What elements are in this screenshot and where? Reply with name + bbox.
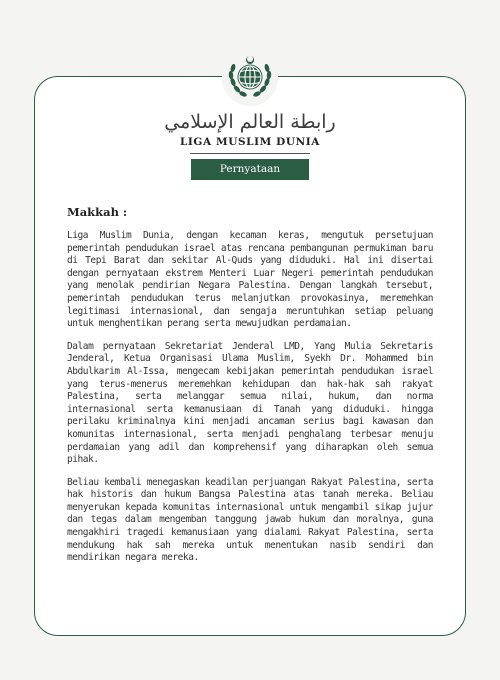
arabic-org-title: رابطة العالم الإسلامي [164, 111, 336, 133]
statement-body [67, 205, 433, 575]
paragraph-1: Liga Muslim Dunia, dengan kecaman keras, mengutuk persetujuan pemerintah pendudukan israel atas rencana pembangunan permukiman baru di Tepi Barat dan sekitar Al-Quds yang diduduki. Hal ini disertai dengan pernyataan ekstrem Menteri Luar Negeri pemerintah pendudukan yang menolak pendirian Negara Palestina. Dengan langkah tersebut, pemerintah pendudukan terus melanjutkan provokasinya, meremehkan legitimasi internasional, dan sengaja meruntuhkan setiap peluang untuk menghentikan perang serta mewujudkan perdamaian. [67, 230, 433, 330]
statement-badge: Pernyataan [191, 159, 309, 180]
dateline-city: Makkah : [67, 205, 128, 219]
paragraph-3: Beliau kembali menegaskan keadilan perjuangan Rakyat Palestina, serta hak historis dan hukum Bangsa Palestina atas tanah mereka. Beliau menyerukan kepada komunitas internasional untuk mengambil sikap jujur dan tegas dalam mengemban tanggung jawab hukum dan moralnya, guna mengakhiri tragedi kemanusiaan yang dialami Rakyat Palestina, serta mendukung hak sah mereka untuk menentukan nasib sendiri dan mendirikan negara mereka. [67, 476, 433, 564]
org-name: LIGA MUSLIM DUNIA [179, 136, 321, 148]
letterhead [0, 50, 500, 180]
globe-wreath-icon [222, 50, 278, 106]
header-divider [190, 153, 310, 154]
paragraph-2: Dalam pernyataan Sekretariat Jenderal LMD, Yang Mulia Sekretaris Jenderal, Ketua Organisasi Ulama Muslim, Syekh Dr. Mohammed bin Abdulkarim Al-Issa, mengecam kebijakan pemerintah pendudukan israel yang terus-menerus meremehkan kehidupan dan hak-hak sah rakyat Palestina, serta melanggar semua nilai, hukum, dan norma internasional serta kemanusiaan di Tanah yang diduduki. hingga perilaku kriminalnya kini menjadi ancaman serius bagi kawasan dan komunitas internasional, serta menjadi penghalang terbesar menuju perdamaian yang adil dan komprehensif yang diharapkan oleh semua pihak. [67, 340, 433, 466]
